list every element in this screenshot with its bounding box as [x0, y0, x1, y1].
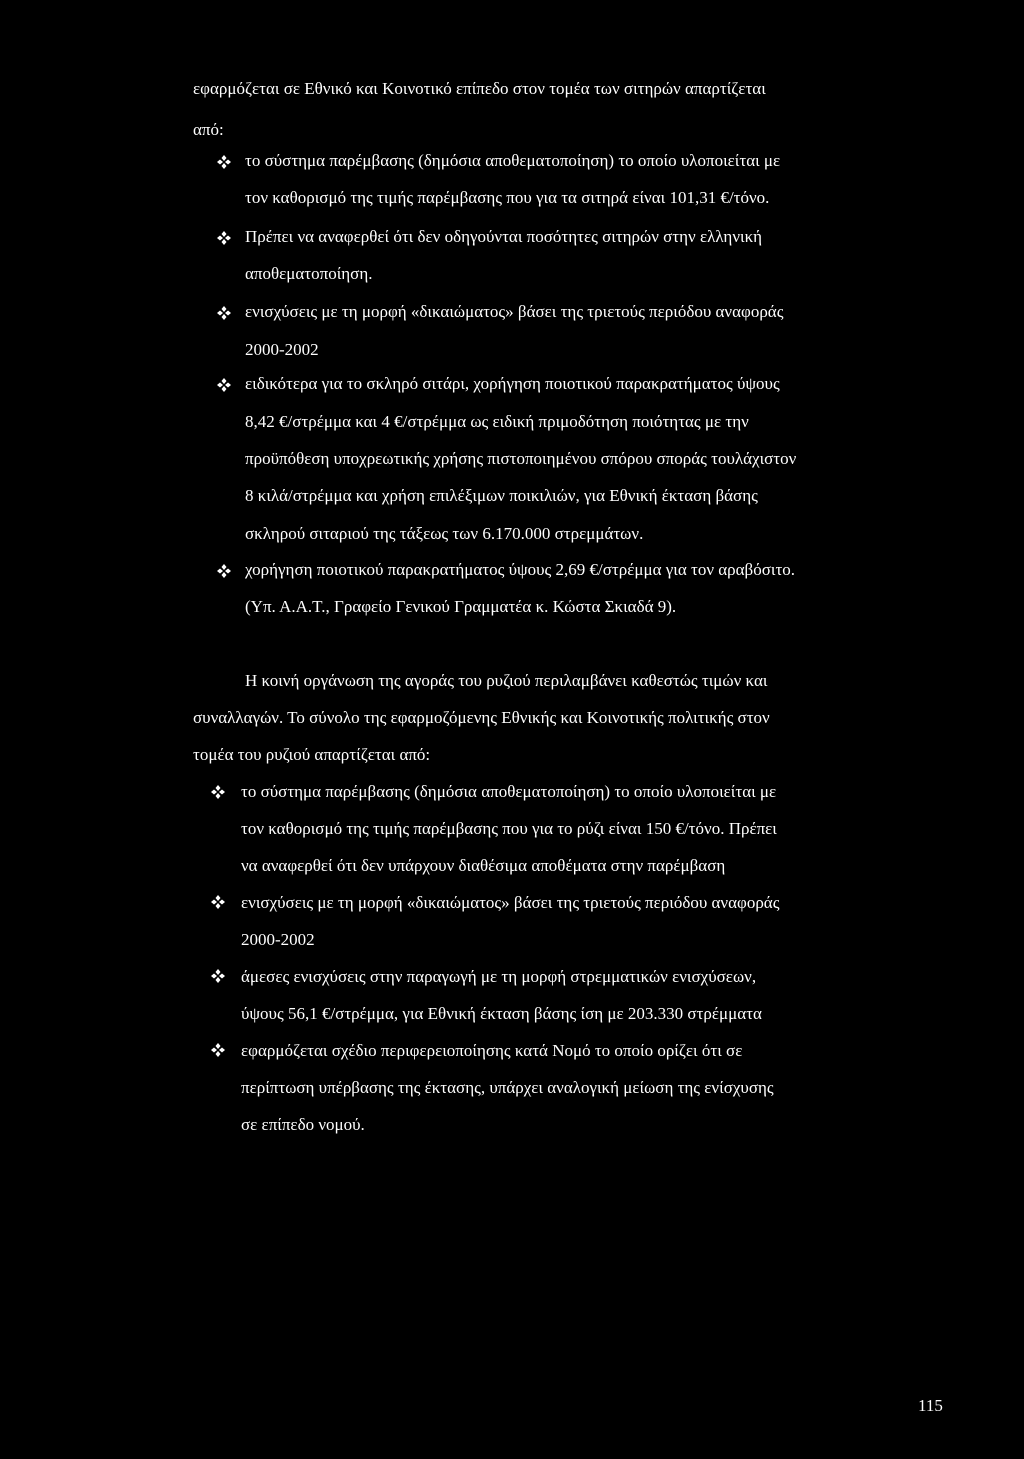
s1-bullet3-line-1: ενισχύσεις με τη μορφή «δικαιώματος» βάσει της τριετούς περιόδου αναφοράς: [245, 302, 784, 321]
s1-bullet1-line-1: το σύστημα παρέμβασης (δημόσια αποθεματοποίηση) το οποίο υλοποιείται με: [245, 151, 781, 170]
s2-bullet4-line-2: περίπτωση υπέρβασης της έκτασης, υπάρχει αναλογική μείωση της ενίσχυσης: [241, 1078, 774, 1097]
four-diamond-bullet-icon: [211, 785, 225, 799]
section1-intro-line-1: εφαρμόζεται σε Εθνικό και Κοινοτικό επίπεδο στον τομέα των σιτηρών απαρτίζεται: [193, 79, 766, 98]
four-diamond-bullet-icon: [211, 969, 225, 983]
section2-intro-line-3: τομέα του ρυζιού απαρτίζεται από:: [193, 745, 431, 764]
four-diamond-bullet-icon: [217, 564, 231, 578]
section1-intro-line-2: από:: [193, 120, 224, 139]
s2-bullet2-line-2: 2000-2002: [241, 930, 315, 949]
s2-bullet2-line-1: ενισχύσεις με τη μορφή «δικαιώματος» βάσει της τριετούς περιόδου αναφοράς: [241, 893, 780, 912]
s1-bullet4-line-1: ειδικότερα για το σκληρό σιτάρι, χορήγηση ποιοτικού παρακρατήματος ύψους: [245, 374, 780, 393]
s1-bullet4-line-2: 8,42 €/στρέμμα και 4 €/στρέμμα ως ειδική πριμοδότηση ποιότητας με την: [245, 412, 749, 431]
section2-intro-line-2: συναλλαγών. Το σύνολο της εφαρμοζόμενης Εθνικής και Κοινοτικής πολιτικής στον: [193, 708, 770, 727]
s1-bullet5-line-1: χορήγηση ποιοτικού παρακρατήματος ύψους 2,69 €/στρέμμα για τον αραβόσιτο.: [245, 560, 796, 579]
s1-bullet2-line-1: Πρέπει να αναφερθεί ότι δεν οδηγούνται ποσότητες σιτηρών στην ελληνική: [245, 227, 763, 246]
s1-bullet2-line-2: αποθεματοποίηση.: [245, 264, 373, 283]
page-number: 115: [918, 1396, 943, 1415]
s2-bullet1-line-1: το σύστημα παρέμβασης (δημόσια αποθεματοποίηση) το οποίο υλοποιείται με: [241, 782, 777, 801]
s1-bullet1-line-2: τον καθορισμό της τιμής παρέμβασης που για τα σιτηρά είναι 101,31 €/τόνο.: [245, 188, 770, 207]
s1-bullet4-line-5: σκληρού σιταριού της τάξεως των 6.170.000 στρεμμάτων.: [245, 524, 644, 543]
s2-bullet3-line-2: ύψους 56,1 €/στρέμμα, για Εθνική έκταση βάσης ίση με 203.330 στρέμματα: [241, 1004, 762, 1023]
four-diamond-bullet-icon: [211, 1043, 225, 1057]
s1-bullet4-line-4: 8 κιλά/στρέμμα και χρήση επιλέξιμων ποικιλιών, για Εθνική έκταση βάσης: [245, 486, 758, 505]
four-diamond-bullet-icon: [217, 231, 231, 245]
four-diamond-bullet-icon: [211, 895, 225, 909]
four-diamond-bullet-icon: [217, 378, 231, 392]
s1-bullet5-line-2: (Υπ. Α.Α.Τ., Γραφείο Γενικού Γραμματέα κ. Κώστα Σκιαδά 9).: [245, 597, 677, 616]
four-diamond-bullet-icon: [217, 306, 231, 320]
s2-bullet1-line-3: να αναφερθεί ότι δεν υπάρχουν διαθέσιμα αποθέματα στην παρέμβαση: [241, 856, 726, 875]
s2-bullet4-line-3: σε επίπεδο νομού.: [241, 1115, 365, 1134]
s2-bullet1-line-2: τον καθορισμό της τιμής παρέμβασης που για το ρύζι είναι 150 €/τόνο. Πρέπει: [241, 819, 777, 838]
s1-bullet4-line-3: προϋπόθεση υποχρεωτικής χρήσης πιστοποιημένου σπόρου σποράς τουλάχιστον: [245, 449, 797, 468]
section2-intro-line-1: Η κοινή οργάνωση της αγοράς του ρυζιού περιλαμβάνει καθεστώς τιμών και: [245, 671, 768, 690]
s2-bullet4-line-1: εφαρμόζεται σχέδιο περιφερειοποίησης κατά Νομό το οποίο ορίζει ότι σε: [241, 1041, 743, 1060]
s1-bullet3-line-2: 2000-2002: [245, 340, 319, 359]
four-diamond-bullet-icon: [217, 155, 231, 169]
s2-bullet3-line-1: άμεσες ενισχύσεις στην παραγωγή με τη μορφή στρεμματικών ενισχύσεων,: [241, 967, 757, 986]
